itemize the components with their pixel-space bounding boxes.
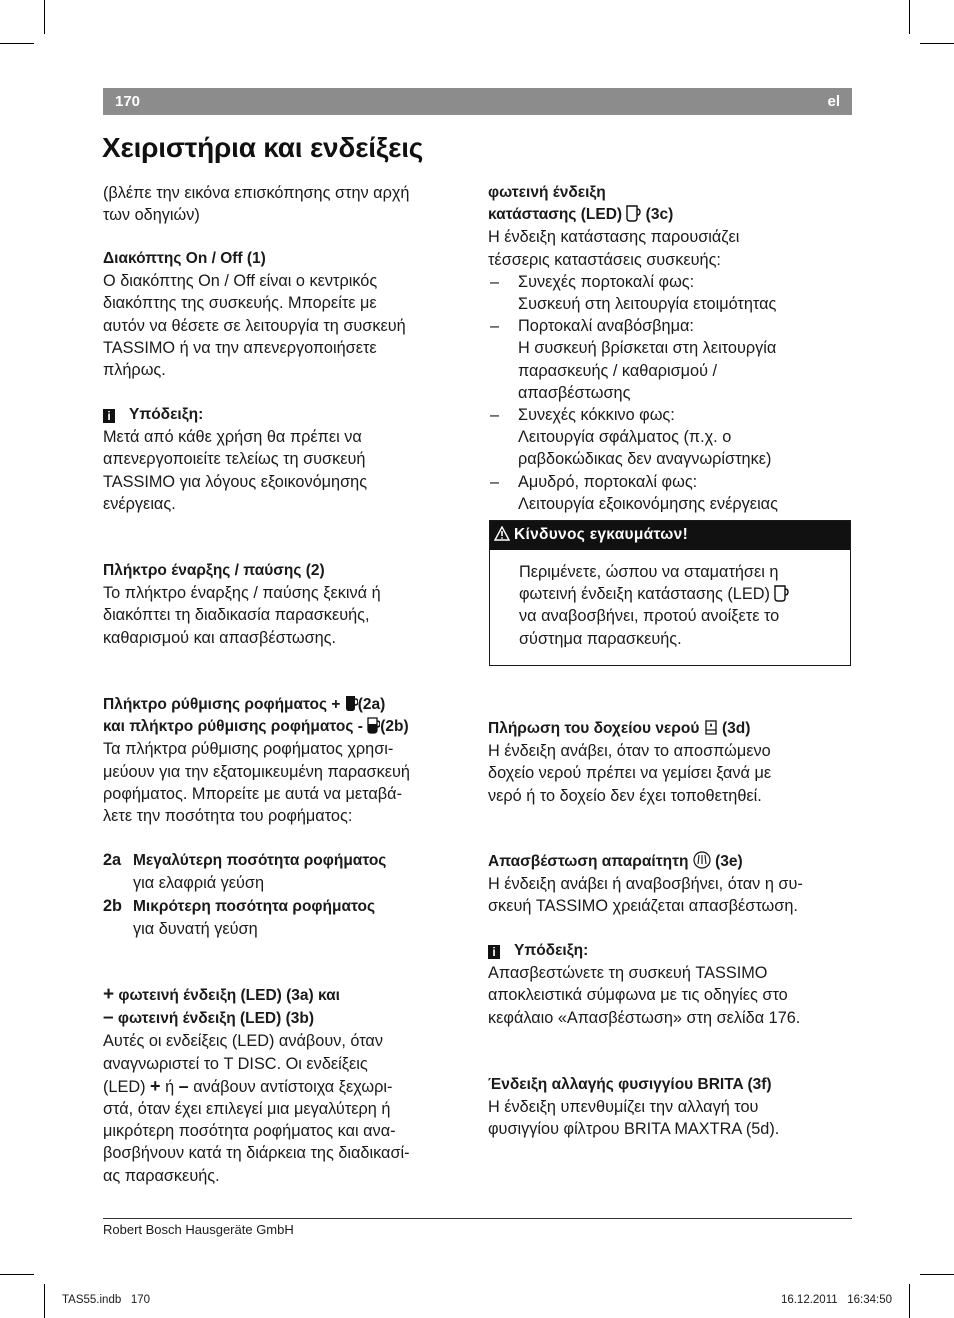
minus-icon: – <box>178 1075 189 1096</box>
note-heading: Υπόδειξη: <box>129 406 204 423</box>
on-off-section: Διακόπτης On / Off (1) Ο διακόπτης On / Off είναι ο κεντρικός διακόπτης της συσκευής. Μπορείτε με αυτόν να θέσετε σε λειτουργία τη συσκευή TASSIMO ή να την απενεργοποιήσετε πλήρως. <box>103 248 469 381</box>
drink-size-list <box>103 849 473 940</box>
plus-icon: + <box>150 1075 161 1096</box>
descaling-icon <box>693 851 711 869</box>
status-led-section: φωτεινή ένδειξη κατάστασης (LED) (3c) Η ένδειξη κατάστασης παρουσιάζει τέσσερις καταστάσεις συσκευής: – Συνεχές πορτοκαλί φως: Συσκευή στη λειτουργία ετοιμότητας – Πορτοκαλί αναβόσβημα: Η συσκευή βρίσκεται στη λειτουργία παρασκευής / καθαρισμού / απασβέστωσης – Συνεχές κόκκινο φως: Λειτουργία σφάλματος (π.χ. ο ραβδοκώδικας δεν αναγνωρίστηκε) – Αμυδρό, πορτοκαλί φως: Λειτουργία εξοικονόμησης ενέργειας <box>488 182 852 515</box>
cup-outline-icon <box>626 205 641 222</box>
page-title: Χειριστήρια και ενδείξεις <box>102 132 424 163</box>
crop-mark <box>920 43 954 44</box>
intro-paragraph: (βλέπε την εικόνα επισκόπησης στην αρχή των οδηγιών) <box>103 184 410 225</box>
page-number: 170 <box>115 93 141 110</box>
crop-mark <box>909 1284 910 1318</box>
crop-mark <box>44 0 45 34</box>
brita-section: Ένδειξη αλλαγής φυσιγγίου BRITA (3f) Η ένδειξη υπενθυμίζει την αλλαγή του φυσιγγίου φίλτρου BRITA MAXTRA (5d). <box>488 1074 852 1141</box>
burn-warning-box <box>489 520 851 666</box>
footer-divider <box>103 1218 852 1219</box>
list-item: – Συνεχές πορτοκαλί φως: Συσκευή στη λειτουργία ετοιμότητας <box>490 272 777 314</box>
crop-mark <box>920 1274 954 1275</box>
section-heading: Ένδειξη αλλαγής φυσιγγίου BRITA (3f) <box>488 1076 772 1093</box>
list-item: 2a Μεγαλύτερη ποσότητα ροφήματος για ελαφριά γεύση <box>103 851 387 893</box>
warning-header: Κίνδυνος εγκαυμάτων! <box>490 521 850 550</box>
print-slug-date: 16.12.2011 16:34:50 <box>780 1294 892 1306</box>
note-section: i Υπόδειξη: Μετά από κάθε χρήση θα πρέπει να απενεργοποιείτε τελείως τη συσκευή TASSIMO για λόγους εξοικονόμησης ενέργειας. <box>103 406 368 513</box>
language-code: el <box>827 93 840 110</box>
section-heading: Διακόπτης On / Off (1) <box>103 250 266 267</box>
footer-company: Robert Bosch Hausgeräte GmbH <box>103 1222 294 1237</box>
warning-triangle-icon <box>494 526 510 541</box>
plus-icon: + <box>103 984 115 1005</box>
note-section: i Υπόδειξη: Απασβεστώνετε τη συσκευή TASSIMO αποκλειστικά σύμφωνα με τις οδηγίες στο κεφάλαιο «Απασβέστωση» στη σελίδα 176. <box>488 942 801 1027</box>
info-icon: i <box>488 945 500 959</box>
led-section: + φωτεινή ένδειξη (LED) (3a) και – φωτεινή ένδειξη (LED) (3b) Αυτές οι ενδείξεις (LED) ανάβουν, όταν αναγνωριστεί το T DISC. Οι ενδείξεις (LED) + ή – ανάβουν αντίστοιχα ξεχωρι- στά, όταν έχει επιλεγεί μια μεγαλύτερη ή μικρότερη ποσότητα ροφήματος και ανα- βοσβήνουν κατά τη διάρκεια της διαδικασί- ας παρασκευής. <box>103 984 410 1185</box>
crop-mark <box>0 1274 34 1275</box>
print-slug-file: TAS55.indb 170 <box>62 1294 151 1306</box>
cup-outline-icon <box>774 585 789 602</box>
list-item: – Αμυδρό, πορτοκαλί φως: Λειτουργία εξοικονόμησης ενέργειας <box>490 472 778 513</box>
warning-text: Περιμένετε, ώσπου να σταματήσει η φωτεινή ένδειξη κατάστασης (LED) να αναβοσβήνει, προτού ανοίξετε το σύστημα παρασκευής. <box>519 561 839 650</box>
section-heading: Πλήκτρο έναρξης / παύσης (2) <box>103 562 325 579</box>
large-cup-icon <box>345 695 358 712</box>
descaling-section: Απασβέστωση απαραίτητη (3e) Η ένδειξη ανάβει ή αναβοσβήνει, όταν η συ- σκευή TASSIMO χρειάζεται απασβέστωση. <box>488 853 803 916</box>
water-tank-icon <box>704 719 718 736</box>
list-item: – Πορτοκαλί αναβόσβημα: Η συσκευή βρίσκεται στη λειτουργία παρασκευής / καθαρισμού / απασβέστωσης <box>490 317 777 402</box>
crop-mark <box>909 0 910 34</box>
crop-mark <box>44 1284 45 1318</box>
water-tank-section: Πλήρωση του δοχείου νερού (3d) Η ένδειξη ανάβει, όταν το αποσπώμενο δοχείο νερού πρέπει να γεμίσει ξανά με νερό ή το δοχείο δεν έχει τοποθετηθεί. <box>488 720 772 805</box>
crop-mark <box>0 43 34 44</box>
note-heading: Υπόδειξη: <box>514 942 589 959</box>
page-header-bar <box>103 88 852 115</box>
small-cup-icon <box>367 717 380 734</box>
list-item: 2b Μικρότερη ποσότητα ροφήματος για δυνατή γεύση <box>103 896 376 938</box>
info-icon: i <box>103 409 115 423</box>
minus-icon: – <box>103 1007 114 1029</box>
list-item: – Συνεχές κόκκινο φως: Λειτουργία σφάλματος (π.χ. ο ραβδοκώδικας δεν αναγνωρίστηκε) <box>490 406 772 469</box>
start-pause-section: Πλήκτρο έναρξης / παύσης (2) Το πλήκτρο έναρξης / παύσης ξεκινά ή διακόπτει τη διαδικασία παρασκευής, καθαρισμού και απασβέστωσης. <box>103 560 469 649</box>
drink-size-section: Πλήκτρο ρύθμισης ροφήματος + (2a) και πλήκτρο ρύθμισης ροφήματος - (2b) Τα πλήκτρα ρύθμισης ροφήματος χρησι- μεύουν για την εξατομικευμένη παρασκευή ροφήματος. Μπορείτε με αυτά να μεταβά- λετε την ποσότητα του ροφήματος: 2a Μεγαλύτερη ποσότητα ροφήματος για ελαφριά γεύση 2b Μικρότερη ποσότητα ροφήματος για δυνατή γεύση <box>103 694 473 940</box>
status-list <box>488 271 852 515</box>
